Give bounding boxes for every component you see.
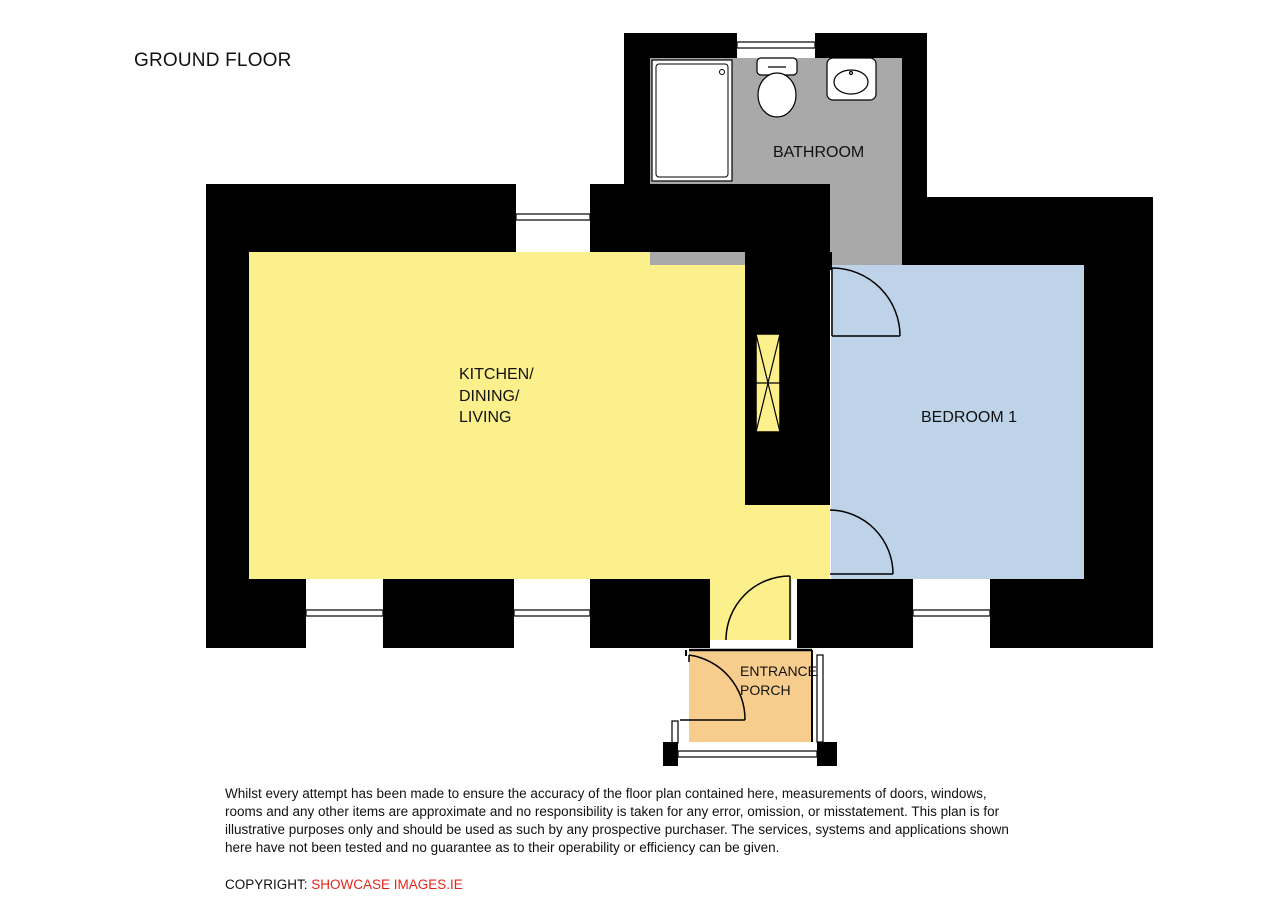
copyright-label: COPYRIGHT:: [225, 877, 312, 892]
window-bathroom-north: [737, 42, 815, 48]
disclaimer-line: illustrative purposes only and should be used as such by any prospective purchaser. The services, systems and applications shown: [225, 822, 1009, 837]
bedroom-label: BEDROOM 1: [921, 409, 1018, 426]
window-bedroom-south: [913, 610, 990, 616]
porch-label-line-1: ENTRANCE: [740, 663, 818, 679]
basin-icon: [827, 58, 876, 100]
window-porch-south: [678, 751, 817, 757]
kitchen-label-line-2: DINING/: [459, 388, 520, 405]
kitchen-label-line-1: KITCHEN/: [459, 366, 534, 383]
window-porch-east: [817, 655, 823, 742]
porch-label-line-2: PORCH: [740, 682, 791, 698]
window-kitchen-north: [516, 214, 590, 220]
disclaimer: [225, 785, 1075, 857]
bathroom-label: BATHROOM: [773, 144, 865, 161]
window-kitchen-south-2: [514, 610, 590, 616]
copyright-brand: SHOWCASE IMAGES.IE: [311, 877, 463, 892]
window-porch-west: [672, 721, 678, 743]
window-kitchen-south-1: [306, 610, 383, 616]
kitchen-label-line-3: LIVING: [459, 409, 512, 426]
stove-icon: [756, 334, 780, 432]
disclaimer-line: Whilst every attempt has been made to ensure the accuracy of the floor plan contained here, measurements of doors, windows,: [225, 786, 987, 801]
disclaimer-line: here have not been tested and no guarantee as to their operability or efficiency can be given.: [225, 840, 780, 855]
toilet-icon: [757, 58, 797, 117]
shower-tray-icon: [652, 60, 732, 181]
plan-title: GROUND FLOOR: [134, 50, 292, 71]
disclaimer-line: rooms and any other items are approximate and no responsibility is taken for any error, omission, or misstatement. This plan is for: [225, 804, 1000, 819]
copyright: [225, 877, 463, 892]
kitchen-floor: [249, 252, 830, 640]
